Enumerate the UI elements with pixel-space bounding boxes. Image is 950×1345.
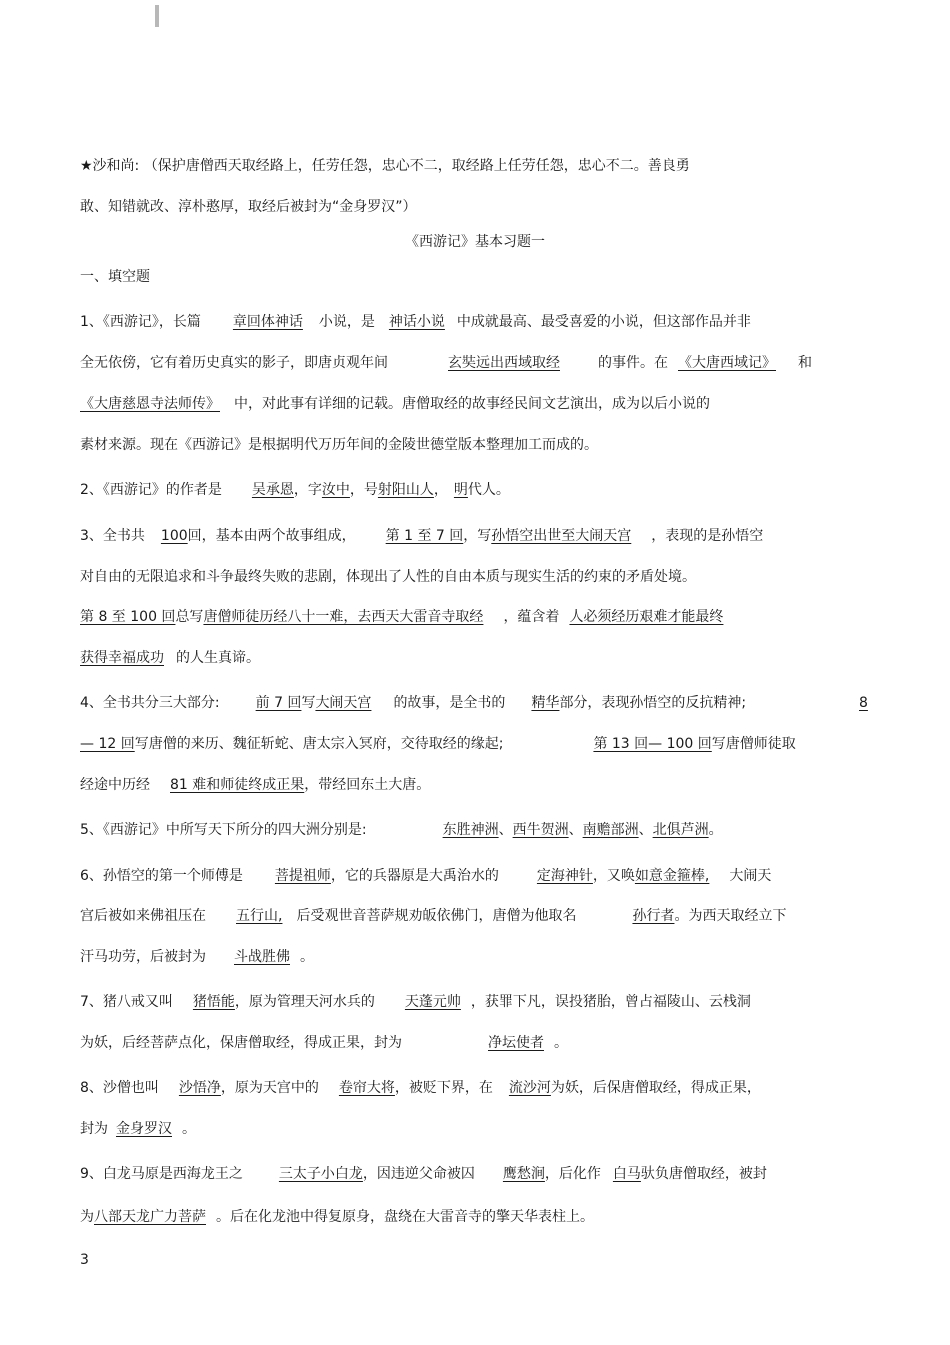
answer: 《大唐西域记》: [678, 355, 776, 371]
answer: 如意金箍棒,: [634, 868, 710, 884]
answer: 81 难和师徒终成正果: [170, 777, 305, 793]
answer: 孙行者: [632, 908, 675, 924]
answer: 鹰愁涧: [502, 1166, 545, 1182]
answer: 定海神针: [536, 868, 593, 884]
q6-line-2: 宫后被如来佛祖压在 五行山, 后受观世音菩萨规劝皈依佛门，唐僧为他取名 孙行者。为西天取经立下: [80, 908, 787, 924]
answer: 孙悟空出世至大闹天宫: [491, 528, 632, 544]
q7-line-2: 为妖，后经菩萨点化，保唐僧取经，得成正果，封为 净坛使者 。: [80, 1035, 568, 1051]
answer: 8: [859, 695, 868, 711]
q6-line-3: 汗马功劳，后被封为 斗战胜佛 。: [80, 949, 314, 965]
scan-mark: [155, 5, 159, 27]
q4-line-1: 4、全书共分三大部分: 前 7 回写大闹天宫 的故事，是全书的 精华部分，表现孙悟空的反抗精神;: [80, 695, 747, 711]
answer: 天蓬元帅: [404, 994, 461, 1010]
q5-line-1: 5、《西游记》中所写天下所分的四大洲分别是: 东胜神洲、西牛贺洲、南赡部洲、北俱芦洲。: [80, 822, 723, 838]
answer: 东胜神洲: [442, 822, 499, 838]
answer: 获得幸福成功: [80, 650, 164, 666]
q7-line-1: 7、猪八戒又叫 猪悟能，原为管理天河水兵的 天蓬元帅 ，获罪下凡，误投猪胎，曾占福陵山、云栈洞: [80, 994, 751, 1010]
answer: 玄奘远出西域取经: [448, 355, 560, 371]
answer: 第 1 至 7 回: [385, 528, 464, 544]
answer: 菩提祖师: [274, 868, 331, 884]
q4-line-2: — 12 回写唐僧的来历、魏征斩蛇、唐太宗入冥府，交待取经的缘起; 第 13 回— 100 回写唐僧师徒取: [80, 736, 796, 752]
answer: 章回体神话: [232, 314, 303, 330]
answer: 净坛使者: [488, 1035, 544, 1051]
answer: 吴承恩: [251, 482, 294, 498]
q8-line-1: 8、沙僧也叫 沙悟净，原为天宫中的 卷帘大将，被贬下界，在 流沙河为妖，后保唐僧取经，得成正果，: [80, 1080, 761, 1096]
answer: 南赡部洲: [582, 822, 639, 838]
q4-line-3: 经途中历经 81 难和师徒终成正果，带经回东土大唐。: [80, 777, 431, 793]
answer: 三太子小白龙: [278, 1166, 363, 1182]
q4-line-1-end: [859, 693, 868, 713]
q1-line-2: 全无依傍，它有着历史真实的影子，即唐贞观年间 玄奘远出西域取经 的事件。在 《大唐西域记》 和: [80, 355, 812, 371]
q3-line-4: 获得幸福成功 的人生真谛。: [80, 650, 260, 666]
page-title: 《西游记》基本习题一: [405, 234, 545, 250]
page-number: 3: [80, 1252, 89, 1268]
answer: 猪悟能: [192, 994, 235, 1010]
answer: 射阳山人: [377, 482, 434, 498]
q1-line-1: 1、《西游记》，长篇 章回体神话 小说，是 神话小说 中成就最高、最受喜爱的小说，但这部作品并非: [80, 314, 751, 330]
answer: 西牛贺洲: [512, 822, 569, 838]
q9-line-1: 9、白龙马原是西海龙王之 三太子小白龙，因违逆父命被囚 鹰愁涧，后化作 白马驮负唐僧取经，被封: [80, 1166, 767, 1182]
answer: 《大唐慈恩寺法师传》: [80, 396, 220, 412]
answer: 流沙河: [508, 1080, 551, 1096]
answer: 前 7 回: [255, 695, 302, 711]
q8-line-2: 封为 金身罗汉 。: [80, 1121, 196, 1137]
answer: 斗战胜佛: [234, 949, 290, 965]
q1-line-4: 素材来源。现在《西游记》是根据明代万历年间的金陵世德堂版本整理加工而成的。: [80, 437, 598, 453]
answer: — 12 回: [80, 736, 135, 752]
answer: 人必须经历艰难才能最终: [569, 609, 724, 625]
answer: 神话小说: [388, 314, 445, 330]
answer: 金身罗汉: [116, 1121, 172, 1137]
intro-line-2: 敢、知错就改、淳朴憨厚，取经后被封为“金身罗汉”）: [80, 199, 417, 215]
q3-line-3: 第 8 至 100 回总写唐僧师徒历经八十一难，去西天大雷音寺取经 ，蕴含着 人必须经历艰难才能最终: [80, 609, 724, 625]
answer: 沙悟净: [178, 1080, 221, 1096]
q1-line-3: 《大唐慈恩寺法师传》 中，对此事有详细的记载。唐僧取经的故事经民间文艺演出，成为以后小说的: [80, 396, 710, 412]
answer: 精华: [531, 695, 560, 711]
q9-line-2: 为八部天龙广力菩萨 。后在化龙池中得复原身，盘绕在大雷音寺的擎天华表柱上。: [80, 1209, 594, 1225]
answer: 100: [160, 528, 188, 544]
answer: 北俱芦洲: [652, 822, 709, 838]
answer: 卷帘大将: [338, 1080, 395, 1096]
q6-line-1: 6、孙悟空的第一个师傅是 菩提祖师，它的兵器原是大禹治水的 定海神针，又唤如意金箍棒, 大闹天: [80, 868, 772, 884]
section-heading: 一、填空题: [80, 269, 150, 285]
answer: 明: [453, 482, 468, 498]
q3-line-1: 3、全书共 100回，基本由两个故事组成， 第 1 至 7 回，写孙悟空出世至大闹天宫 ，表现的是孙悟空: [80, 528, 764, 544]
answer: 第 13 回— 100 回: [593, 736, 712, 752]
answer: 唐僧师徒历经八十一难，去西天大雷音寺取经: [203, 609, 484, 625]
answer: 八部天龙广力菩萨: [94, 1209, 206, 1225]
answer: 白马: [612, 1166, 641, 1182]
answer: 第 8 至 100 回: [80, 609, 176, 625]
answer: 大闹天宫: [315, 695, 372, 711]
q2-line-1: 2、《西游记》的作者是 吴承恩，字汝中，号射阳山人， 明代人。: [80, 482, 510, 498]
answer: 五行山,: [236, 908, 283, 924]
intro-line-1: ★沙和尚: （保护唐僧西天取经路上，任劳任怨，忠心不二，取经路上任劳任怨，忠心不二。善良勇: [80, 158, 690, 174]
q3-line-2: 对自由的无限追求和斗争最终失败的悲剧，体现出了人性的自由本质与现实生活的约束的矛盾处境。: [80, 569, 696, 585]
answer: 汝中: [321, 482, 350, 498]
